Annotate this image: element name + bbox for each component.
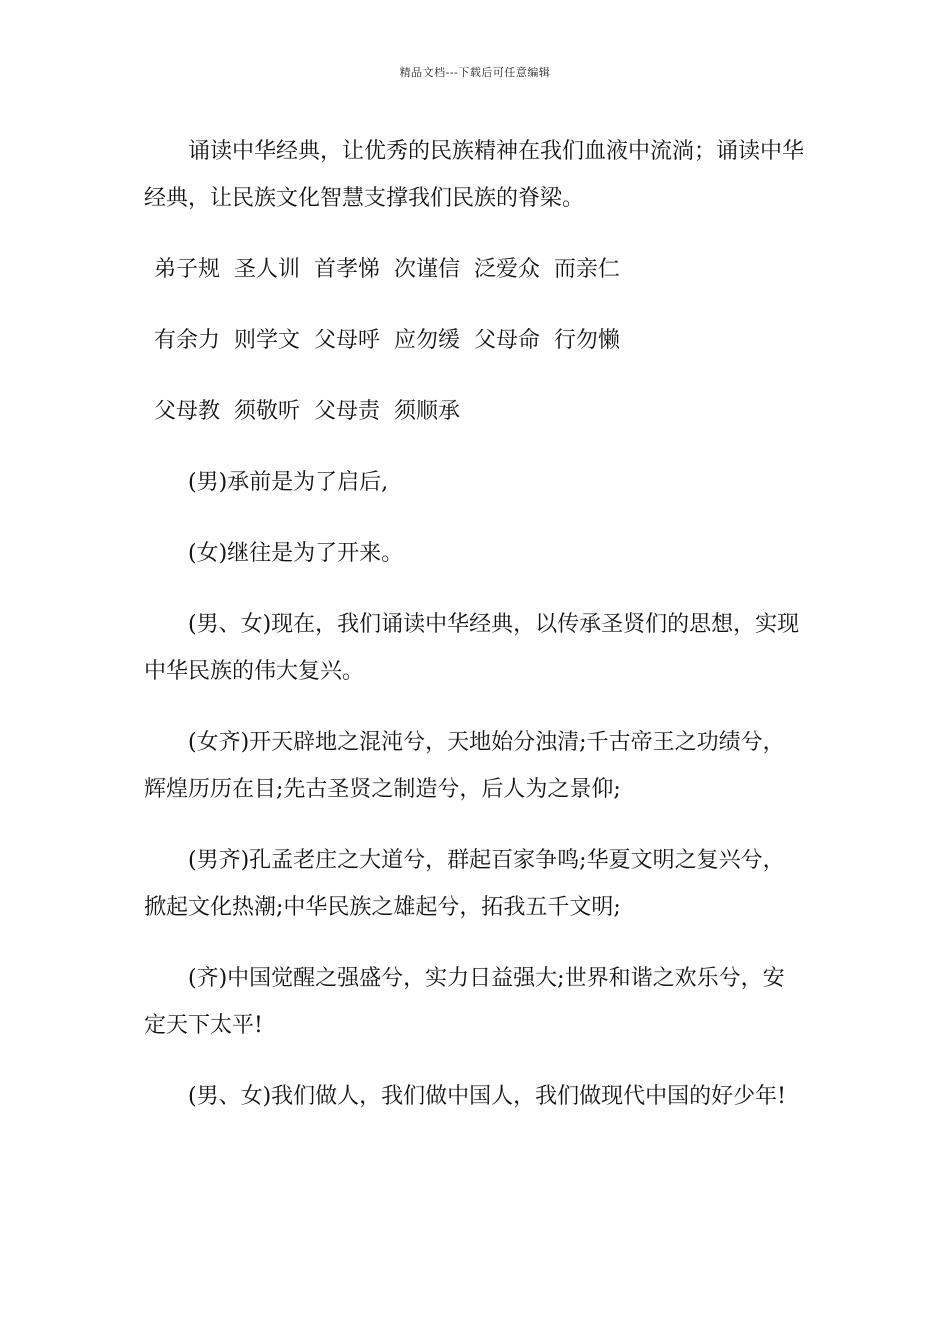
verse-line: 父母教 须敬听 父母责 须顺承	[154, 399, 460, 424]
document-body	[144, 128, 806, 1120]
recitation-line-male: (男)承前是为了启后,	[188, 470, 389, 495]
verse-line: 弟子规 圣人训 首孝悌 次谨信 泛爱众 而亲仁	[154, 257, 620, 282]
recitation-line-female-chorus: (女齐)开天辟地之混沌兮，天地始分浊清;千古帝王之功绩兮，辉煌历历在目;先古圣贤之制造兮，后人为之景仰;	[144, 730, 785, 802]
page-header: 精品文档---下载后可任意编辑	[399, 66, 551, 79]
intro-paragraph: 诵读中华经典，让优秀的民族精神在我们血液中流淌；诵读中华经典，让民族文化智慧支撑我们民族的脊梁。	[144, 139, 805, 211]
recitation-line-female: (女)继往是为了开来。	[188, 541, 404, 566]
recitation-line-chorus: (齐)中国觉醒之强盛兮，实力日益强大;世界和谐之欢乐兮，安定天下太平!	[144, 966, 785, 1038]
recitation-line-closing: (男、女)我们做人，我们做中国人，我们做现代中国的好少年!	[188, 1084, 787, 1109]
recitation-line-male-chorus: (男齐)孔孟老庄之大道兮，群起百家争鸣;华夏文明之复兴兮，掀起文化热潮;中华民族之雄起兮，拓我五千文明;	[144, 848, 785, 920]
recitation-line-together: (男、女)现在，我们诵读中华经典，以传承圣贤们的思想，实现中华民族的伟大复兴。	[144, 612, 800, 684]
verse-line: 有余力 则学文 父母呼 应勿缓 父母命 行勿懒	[154, 328, 620, 353]
